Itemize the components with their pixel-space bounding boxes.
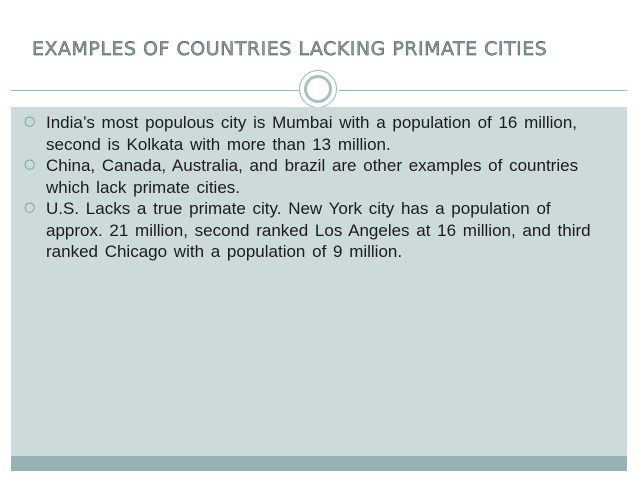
title-divider-right xyxy=(339,90,627,91)
slide-title: EXAMPLES OF COUNTRIES LACKING PRIMATE CITIES xyxy=(32,38,548,60)
circle-bullet-icon: ○ xyxy=(24,114,36,129)
bullet-list xyxy=(24,112,614,263)
bullet-item xyxy=(24,198,614,263)
circle-bullet-icon: ○ xyxy=(24,200,36,215)
bullet-item xyxy=(24,112,614,155)
bullet-text: China, Canada, Australia, and brazil are other examples of countries which lack primate cities. xyxy=(46,156,579,197)
circle-bullet-icon: ○ xyxy=(24,157,36,172)
divider-ring-icon xyxy=(299,70,337,108)
bullet-text: U.S. Lacks a true primate city. New York city has a population of approx. 21 million, second ranked Los Angeles at 16 million, and third ranked Chicago with a population of 9 million. xyxy=(46,199,591,261)
bullet-item xyxy=(24,155,614,198)
footer-band xyxy=(11,456,627,471)
bullet-text: India’s most populous city is Mumbai with a population of 16 million, second is Kolkata with more than 13 million. xyxy=(46,113,578,154)
title-divider-left xyxy=(11,90,299,91)
divider-ring-inner xyxy=(304,75,332,103)
